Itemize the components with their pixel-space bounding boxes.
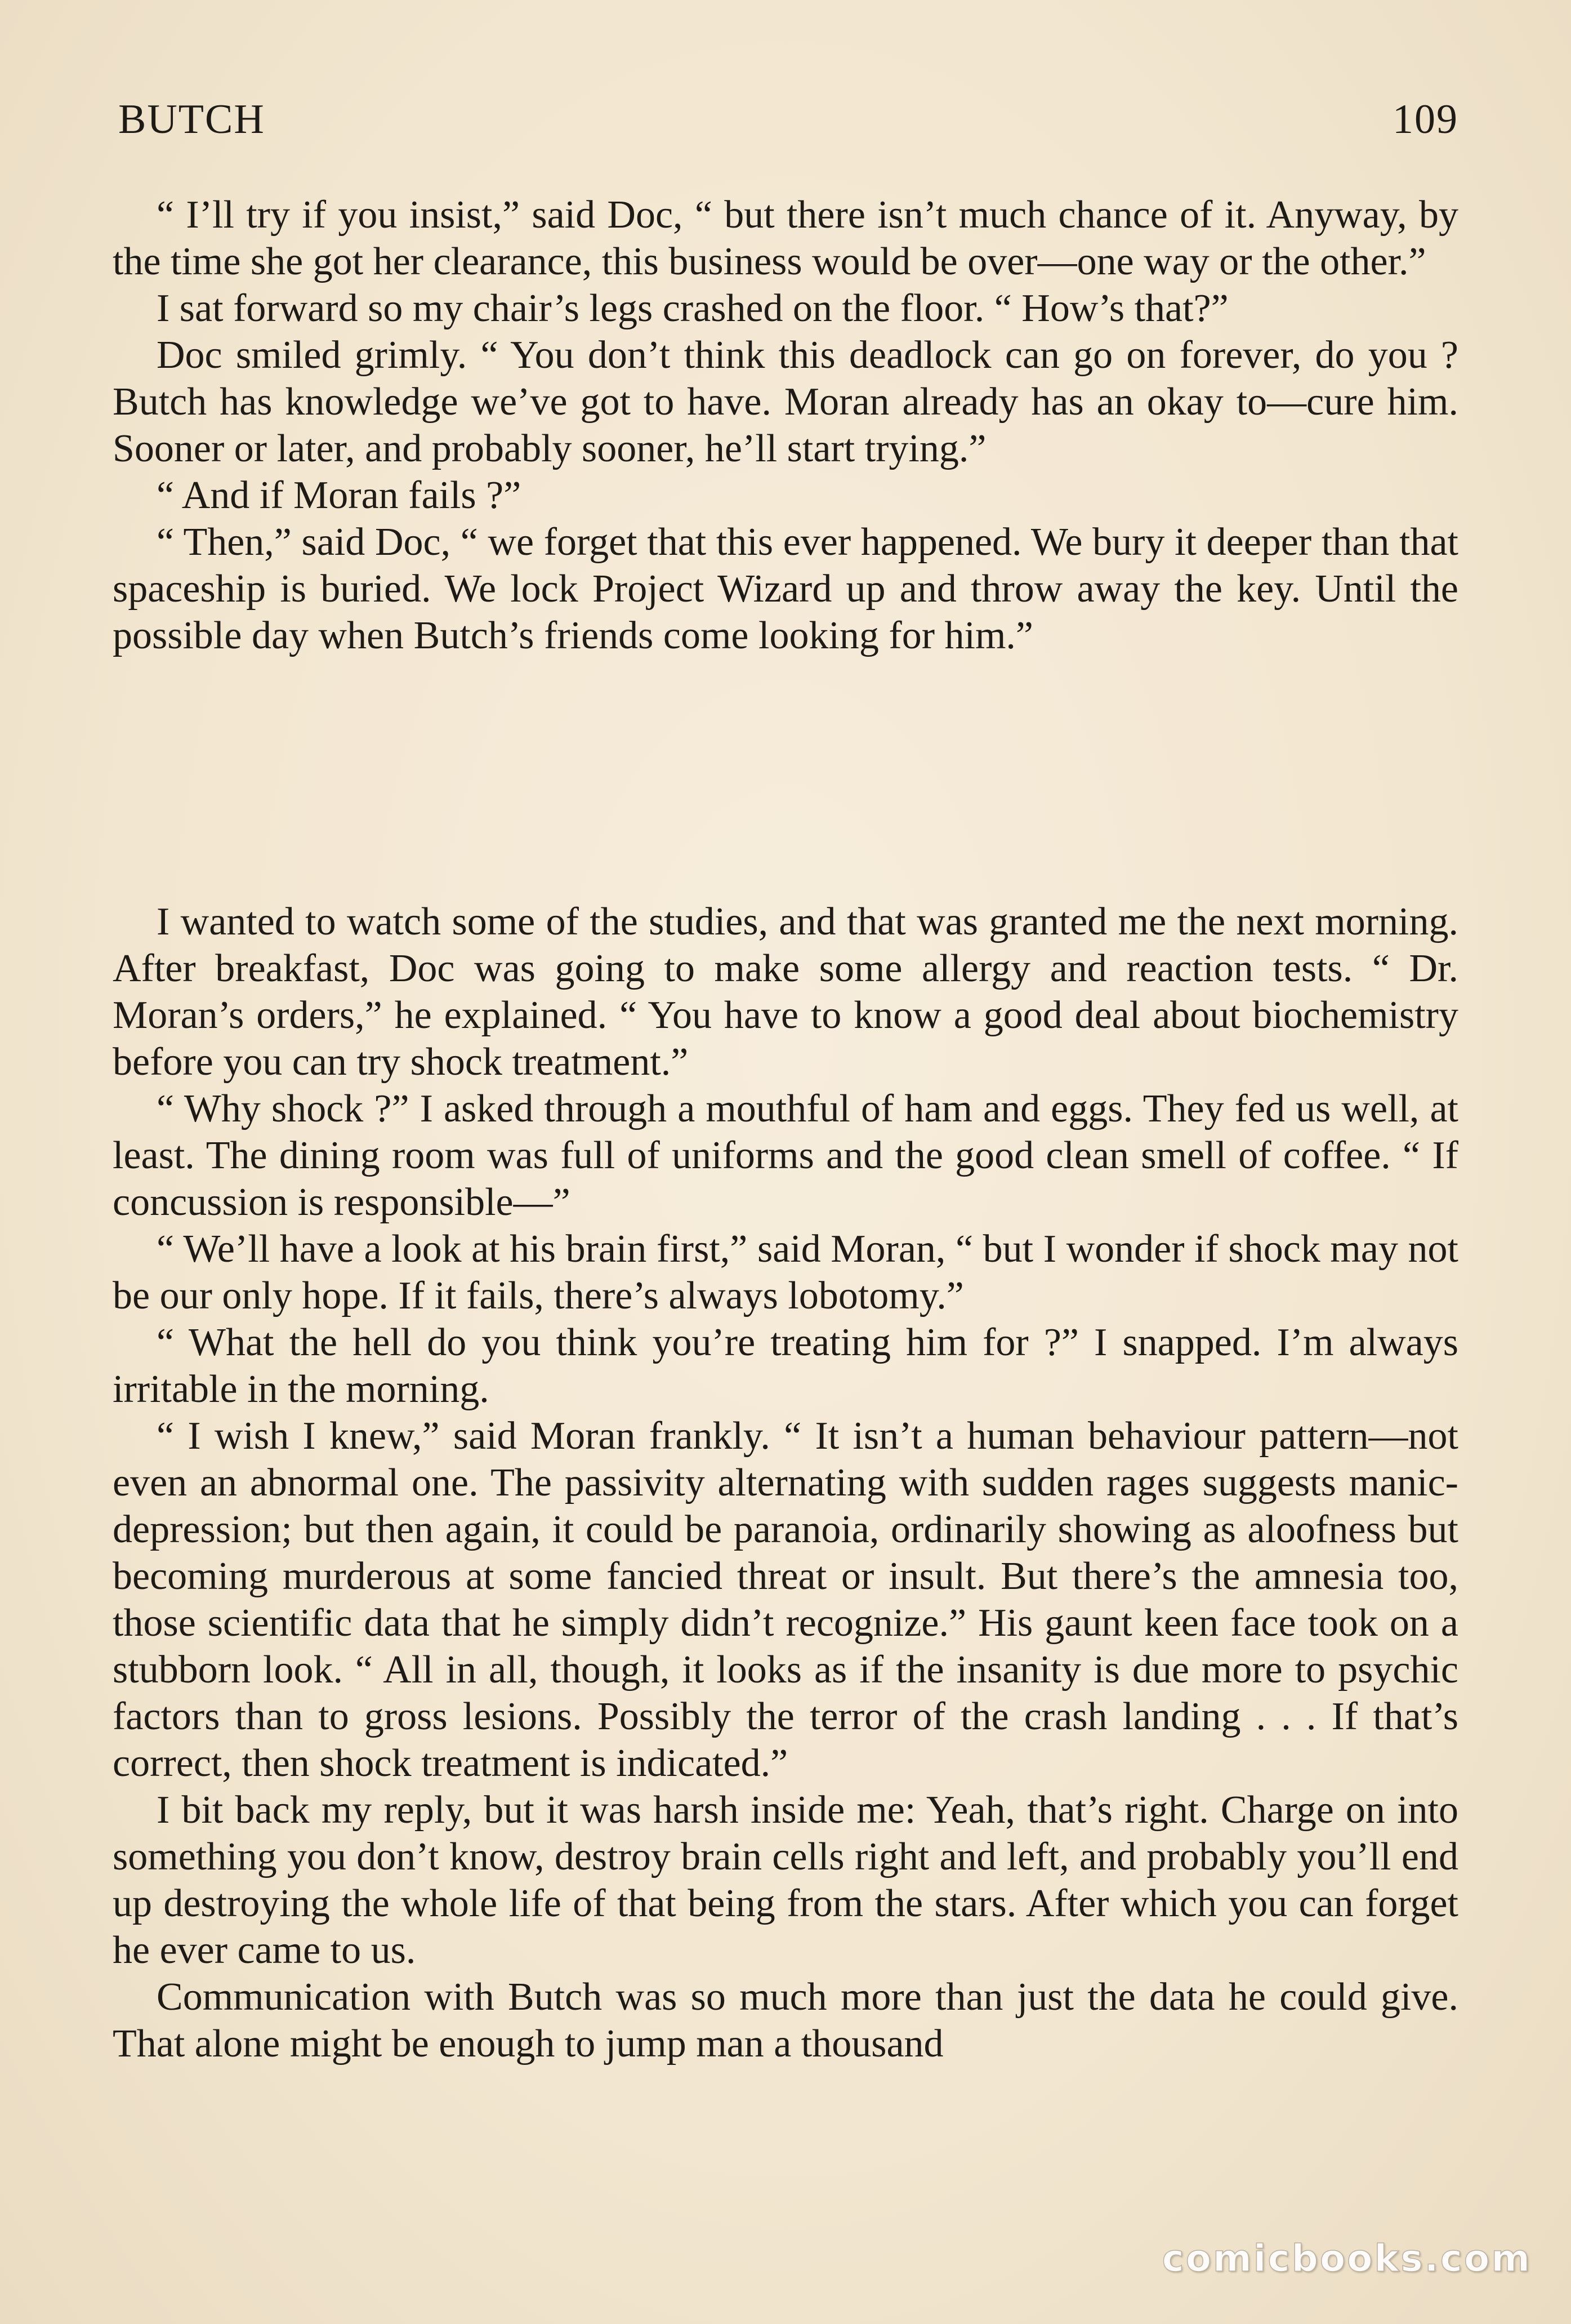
paragraph: “ What the hell do you think you’re treating him for ?” I snapped. I’m always irritable in the morning. xyxy=(113,1321,1458,1411)
section-2-text xyxy=(113,898,1458,2067)
running-head: BUTCH xyxy=(118,96,265,143)
paragraph: “ I wish I knew,” said Moran frankly. “ It isn’t a human behaviour pattern—not even an abnormal one. The passivity alternating with sudden rages suggests manic-depression; but then again, it could be paranoia, ordinarily showing as aloofness but becoming murderous at some fancied threat or insult. But there’s the amnesia too, those scientific data that he simply didn’t recognize.” His gaunt keen face took on a stubborn look. “ All in all, though, it looks as if the insanity is due more to psychic factors than to gross lesions. Possibly the terror of the crash landing . . . If that’s correct, then shock treatment is indicated.” xyxy=(113,1414,1458,1785)
paragraph: I wanted to watch some of the studies, and that was granted me the next morning. After breakfast, Doc was going to make some allergy and reaction tests. “ Dr. Moran’s orders,” he explained. “ You have to know a good deal about biochemistry before you can try shock treatment.” xyxy=(113,900,1458,1084)
paragraph: “ Then,” said Doc, “ we forget that this ever happened. We bury it deeper than that spaceship is buried. We lock Project Wizard up and throw away the key. Until the possible day when Butch’s friends come looking for him.” xyxy=(113,520,1458,657)
watermark-logo: comicbooks.com xyxy=(1162,2237,1532,2280)
paragraph: Doc smiled grimly. “ You don’t think this deadlock can go on forever, do you ? Butch has knowledge we’ve got to have. Moran already has an okay to—cure him. Sooner or later, and probably sooner, he’ll start trying.” xyxy=(113,333,1458,470)
paragraph: I sat forward so my chair’s legs crashed on the floor. “ How’s that?” xyxy=(157,287,1229,330)
paragraph: I bit back my reply, but it was harsh inside me: Yeah, that’s right. Charge on into something you don’t know, destroy brain cells right and left, and probably you’ll end up destroying the whole life of that being from the stars. After which you can forget he ever came to us. xyxy=(113,1788,1458,1972)
paragraph: “ We’ll have a look at his brain first,” said Moran, “ but I wonder if shock may not be our only hope. If it fails, there’s always lobotomy.” xyxy=(113,1227,1458,1317)
paragraph: “ I’ll try if you insist,” said Doc, “ but there isn’t much chance of it. Anyway, by the time she got her clearance, this business would be over—one way or the other.” xyxy=(113,193,1458,283)
paragraph: Communication with Butch was so much more than just the data he could give. That alone might be enough to jump man a thousand xyxy=(113,1975,1458,2065)
page-number: 109 xyxy=(1393,96,1458,143)
page-header xyxy=(118,96,1458,152)
paragraph: “ And if Moran fails ?” xyxy=(157,474,521,517)
section-1-text xyxy=(113,192,1458,659)
paragraph: “ Why shock ?” I asked through a mouthful of ham and eggs. They fed us well, at least. The dining room was full of uniforms and the good clean smell of coffee. “ If concussion is responsible—” xyxy=(113,1087,1458,1224)
